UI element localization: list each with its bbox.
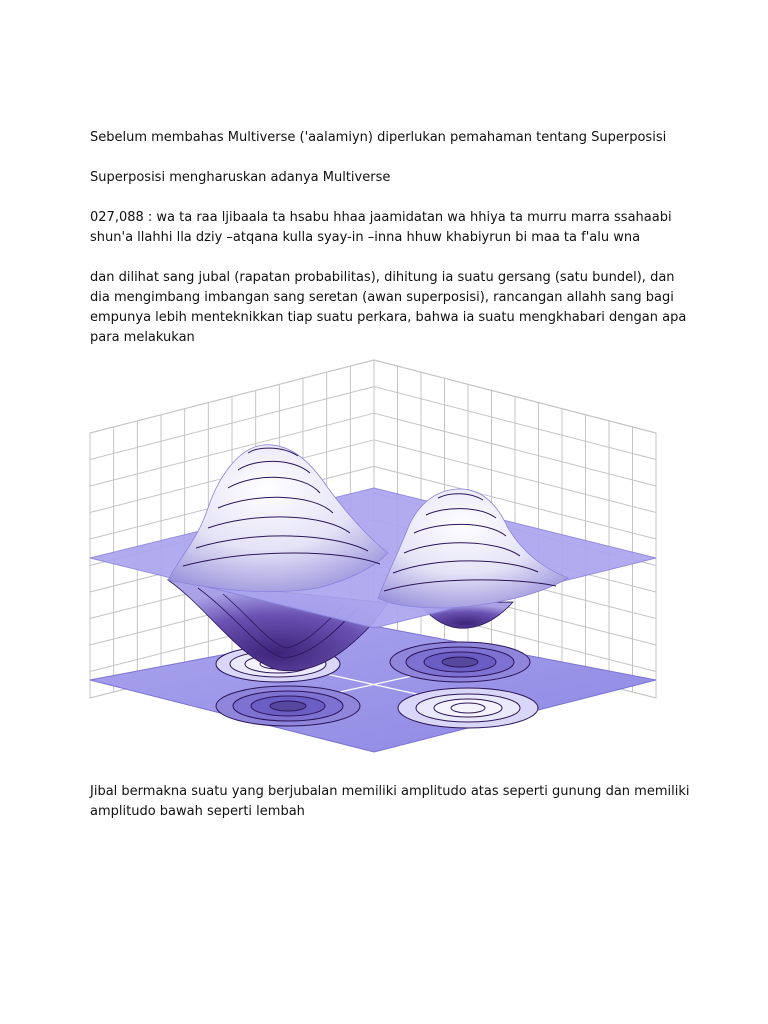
surface-plot-figure [88, 358, 658, 758]
contour-peak-right [398, 688, 538, 728]
verse-transliteration: 027,088 : wa ta raa ljibaala ta hsabu hhaa jaamidatan wa hhiya ta murru marra ssahaabi shun'a llahhi lla dziy –atqana kulla syay-in –inna hhuw khabiyrun bi maa ta f'alu wna [90, 210, 672, 245]
intro-paragraph: Sebelum membahas Multiverse ('aalamiyn) diperlukan pemahaman tentang Superposisi [90, 130, 667, 145]
jibal-explanation: Jibal bermakna suatu yang berjubalan memiliki amplitudo atas seperti gunung dan memiliki amplitudo bawah seperti lembah [90, 784, 690, 819]
verse-translation: dan dilihat sang jubal (rapatan probabilitas), dihitung ia suatu gersang (satu bundel), dan dia mengimbang imbangan sang seretan (awan superposisi), rancangan allahh sang bagi empunya lebih menteknikkan tiap suatu perkara, bahwa ia suatu mengkhabari dengan apa para melakukan [90, 270, 687, 345]
contour-valley-left [216, 686, 360, 726]
superposition-paragraph: Superposisi mengharuskan adanya Multiverse [90, 170, 391, 185]
contour-valley-right [390, 642, 530, 682]
